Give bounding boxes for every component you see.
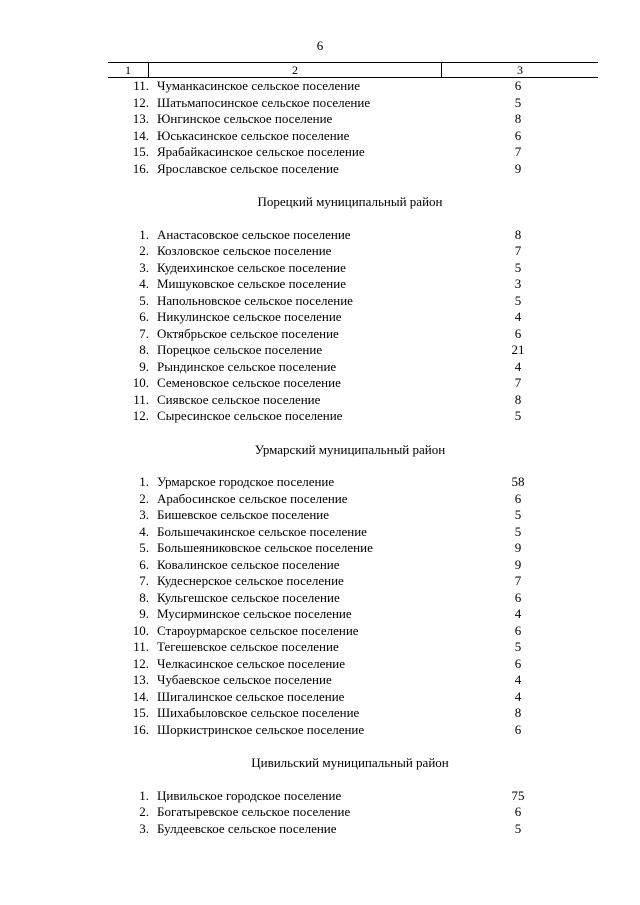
row-number: 8. <box>139 342 149 357</box>
row-number: 3. <box>139 507 149 522</box>
table-row <box>0 227 640 244</box>
row-value: 9 <box>514 556 522 572</box>
row-number: 8. <box>139 589 149 605</box>
settlement-name: Козловское сельское поселение <box>157 243 332 258</box>
row-value: 9 <box>514 540 522 555</box>
row-value: 6 <box>514 589 522 605</box>
settlement-name: Кульгешское сельское поселение <box>157 589 340 605</box>
table-row <box>0 359 640 376</box>
settlement-name: Шихабыловское сельское поселение <box>157 705 360 720</box>
section-title: Урмарский муниципальный район <box>254 441 446 457</box>
settlement-name: Напольновское сельское поселение <box>157 292 353 308</box>
header-col-1: 1 <box>108 63 149 77</box>
row-value: 6 <box>514 721 522 737</box>
header-col-2: 2 <box>149 63 442 77</box>
table-row <box>0 111 640 128</box>
row-number: 9. <box>139 358 149 374</box>
settlement-name: Никулинское сельское поселение <box>157 309 342 324</box>
row-value: 8 <box>514 705 522 720</box>
row-number: 2. <box>139 804 149 819</box>
row-number: 11. <box>133 639 149 654</box>
row-value: 7 <box>514 243 522 258</box>
row-value: 58 <box>511 474 525 489</box>
row-value: 5 <box>514 408 522 423</box>
table-row <box>0 524 640 541</box>
table-row <box>0 78 640 95</box>
settlement-name: Чубаевское сельское поселение <box>157 672 332 687</box>
row-number: 1. <box>139 226 149 242</box>
row-value: 7 <box>514 573 522 588</box>
row-number: 3. <box>139 820 149 836</box>
row-value: 5 <box>514 94 522 110</box>
row-number: 9. <box>139 606 149 621</box>
row-number: 5. <box>139 540 149 555</box>
settlement-name: Чуманкасинское сельское поселение <box>157 78 360 93</box>
row-value: 5 <box>514 523 522 539</box>
row-number: 4. <box>139 523 149 539</box>
row-value: 8 <box>514 111 522 126</box>
row-number: 10. <box>132 622 149 638</box>
row-value: 4 <box>514 672 522 687</box>
row-number: 16. <box>132 160 149 176</box>
settlement-name: Кудеснерское сельское поселение <box>157 573 344 588</box>
table-row <box>0 606 640 623</box>
settlement-name: Порецкое сельское поселение <box>157 342 323 357</box>
row-number: 6. <box>139 556 149 572</box>
table-row <box>0 326 640 343</box>
table-row <box>0 722 640 739</box>
settlement-name: Юнгинское сельское поселение <box>157 111 333 126</box>
row-value: 6 <box>514 78 522 93</box>
row-number: 15. <box>132 144 149 159</box>
table-row <box>0 276 640 293</box>
table-row <box>0 260 640 277</box>
row-number: 12. <box>132 408 149 423</box>
row-number: 5. <box>139 292 149 308</box>
settlement-name: Цивильское городское поселение <box>157 787 342 803</box>
row-number: 10. <box>132 375 149 390</box>
settlement-name: Арабосинское сельское поселение <box>157 490 348 506</box>
settlement-name: Староурмарское сельское поселение <box>157 622 359 638</box>
table-row <box>0 491 640 508</box>
settlement-name: Большечакинское сельское поселение <box>157 523 367 539</box>
settlement-name: Ковалинское сельское поселение <box>157 556 340 572</box>
table-row <box>0 128 640 145</box>
row-value: 5 <box>514 292 522 308</box>
table-row <box>0 144 640 161</box>
row-value: 6 <box>514 490 522 506</box>
row-number: 12. <box>132 94 149 110</box>
row-number: 11. <box>133 78 149 93</box>
table-row <box>0 573 640 590</box>
settlement-name: Урмарское городское поселение <box>157 474 335 489</box>
row-number: 2. <box>139 490 149 506</box>
settlement-name: Шигалинское сельское поселение <box>157 688 345 704</box>
row-value: 4 <box>514 358 522 374</box>
settlement-name: Семеновское сельское поселение <box>157 375 341 390</box>
table-row <box>0 788 640 805</box>
section-title: Порецкий муниципальный район <box>257 194 443 209</box>
table-row <box>0 293 640 310</box>
settlement-name: Тегешевское сельское поселение <box>157 639 339 654</box>
table-row <box>0 672 640 689</box>
settlement-name: Сыресинское сельское поселение <box>157 408 343 423</box>
settlement-name: Юськасинское сельское поселение <box>157 127 350 143</box>
table-row <box>0 656 640 673</box>
row-value: 6 <box>514 804 522 819</box>
row-number: 13. <box>132 111 149 126</box>
row-number: 7. <box>139 325 149 341</box>
row-value: 21 <box>511 342 525 357</box>
settlement-name: Богатыревское сельское поселение <box>157 804 351 819</box>
header-col-3: 3 <box>517 63 523 77</box>
row-value: 5 <box>514 259 522 275</box>
row-value: 8 <box>514 391 522 407</box>
table-body <box>0 78 640 837</box>
table-row <box>0 623 640 640</box>
settlement-name: Рындинское сельское поселение <box>157 358 337 374</box>
row-value: 9 <box>514 160 522 176</box>
table-row <box>0 375 640 392</box>
row-number: 3. <box>139 259 149 275</box>
table-row <box>0 689 640 706</box>
row-number: 13. <box>132 672 149 687</box>
table-row <box>0 342 640 359</box>
row-value: 6 <box>514 127 522 143</box>
settlement-name: Булдеевское сельское поселение <box>157 820 337 836</box>
row-number: 1. <box>139 474 149 489</box>
row-number: 2. <box>139 243 149 258</box>
table-row <box>0 557 640 574</box>
table-row <box>0 639 640 656</box>
row-value: 7 <box>514 144 522 159</box>
row-value: 6 <box>514 655 522 671</box>
row-value: 5 <box>514 820 522 836</box>
table-row <box>0 392 640 409</box>
settlement-name: Шатьмапосинское сельское поселение <box>157 94 371 110</box>
row-number: 11. <box>133 391 149 407</box>
settlement-name: Шоркистринское сельское поселение <box>157 721 365 737</box>
settlement-name: Большеяниковское сельское поселение <box>157 540 373 555</box>
settlement-name: Бишевское сельское поселение <box>157 507 330 522</box>
row-value: 6 <box>514 622 522 638</box>
row-number: 16. <box>132 721 149 737</box>
row-value: 4 <box>514 309 522 324</box>
row-value: 7 <box>514 375 522 390</box>
table-row <box>0 243 640 260</box>
settlement-name: Октябрьское сельское поселение <box>157 325 339 341</box>
settlement-name: Челкасинское сельское поселение <box>157 655 346 671</box>
row-number: 14. <box>132 127 149 143</box>
row-value: 3 <box>514 276 522 291</box>
row-value: 4 <box>514 606 522 621</box>
settlement-name: Ярославское сельское поселение <box>157 160 339 176</box>
page-number: 6 <box>316 38 324 53</box>
table-row <box>0 161 640 178</box>
row-number: 4. <box>139 276 149 291</box>
row-value: 5 <box>514 507 522 522</box>
table-row <box>0 507 640 524</box>
settlement-name: Сиявское сельское поселение <box>157 391 321 407</box>
table-header <box>108 62 598 78</box>
table-row <box>0 821 640 838</box>
settlement-name: Мусирминское сельское поселение <box>157 606 352 621</box>
row-value: 5 <box>514 639 522 654</box>
table-row <box>0 705 640 722</box>
table-row <box>0 804 640 821</box>
row-value: 75 <box>511 787 525 803</box>
table-row <box>0 309 640 326</box>
table-row <box>0 474 640 491</box>
table-row <box>0 590 640 607</box>
row-value: 4 <box>514 688 522 704</box>
row-number: 6. <box>139 309 149 324</box>
settlement-name: Кудеихинское сельское поселение <box>157 259 346 275</box>
row-number: 7. <box>139 573 149 588</box>
row-number: 12. <box>132 655 149 671</box>
row-number: 14. <box>132 688 149 704</box>
table-row <box>0 540 640 557</box>
row-value: 6 <box>514 325 522 341</box>
row-number: 1. <box>139 787 149 803</box>
section-title: Цивильский муниципальный район <box>251 755 449 770</box>
settlement-name: Анастасовское сельское поселение <box>157 226 351 242</box>
row-value: 8 <box>514 226 522 242</box>
table-row <box>0 95 640 112</box>
row-number: 15. <box>132 705 149 720</box>
table-row <box>0 408 640 425</box>
settlement-name: Мишуковское сельское поселение <box>157 276 346 291</box>
settlement-name: Ярабайкасинское сельское поселение <box>157 144 365 159</box>
